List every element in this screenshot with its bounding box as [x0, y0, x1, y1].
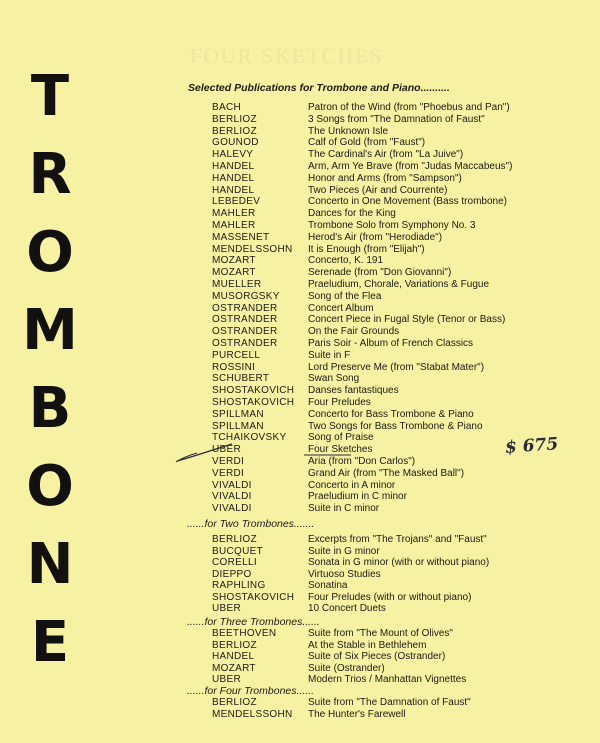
work-title: Herod's Air (from "Herodiade")	[308, 231, 443, 243]
vertical-letter: E	[30, 610, 70, 675]
work-title: Song of the Flea	[308, 290, 382, 302]
work-title: Paris Soir - Album of French Classics	[308, 338, 474, 349]
work-title: Two Songs for Bass Trombone & Piano	[308, 420, 483, 432]
composer-name: BERLIOZ	[212, 534, 257, 545]
composer-name: MENDELSSOHN	[212, 243, 293, 255]
work-title: Suite in C minor	[308, 503, 380, 515]
composer-name: OSTRANDER	[212, 326, 278, 338]
composer-name: CORELLI	[212, 557, 257, 568]
vertical-letter: O	[26, 220, 74, 285]
composer-name: SHOSTAKOVICH	[212, 397, 295, 408]
work-title: The Cardinal's Air (from "La Juive")	[308, 149, 464, 161]
composer-name: ROSSINI	[212, 361, 256, 373]
composer-name: RAPHLING	[212, 580, 266, 591]
background-heading: FOUR SKETCHES	[190, 44, 384, 68]
composer-name: SPILLMAN	[212, 408, 264, 420]
composer-name: SHOSTAKOVICH	[212, 591, 295, 603]
composer-name: UBER	[212, 603, 241, 614]
work-title: Lord Preserve Me (from "Stabat Mater")	[308, 361, 485, 373]
work-title: Praeludium in C minor	[308, 491, 407, 503]
work-title: 3 Songs from "The Damnation of Faust"	[308, 113, 485, 125]
work-title: Sonatina	[308, 580, 348, 591]
work-title: Aria (from "Don Carlos")	[308, 456, 416, 467]
work-title: Four Preludes	[308, 397, 371, 408]
composer-name: VERDI	[212, 456, 245, 467]
composer-name: OSTRANDER	[212, 302, 278, 314]
composer-name: BERLIOZ	[212, 125, 257, 137]
work-title: The Hunter's Farewell	[308, 709, 406, 720]
work-title: Song of Praise	[308, 432, 374, 444]
vertical-title	[18, 58, 82, 682]
work-title: Swan Song	[308, 373, 360, 385]
four-trombones-heading: ......for Four Trombones......	[187, 685, 315, 697]
composer-name: HANDEL	[212, 161, 255, 172]
composer-name: MOZART	[212, 662, 256, 674]
pen-check-mark	[176, 453, 197, 462]
work-title: Suite from "The Damnation of Faust"	[308, 697, 471, 708]
composer-name: SCHUBERT	[212, 373, 270, 385]
composer-name: HANDEL	[212, 172, 255, 184]
work-title: Suite in G minor	[308, 545, 380, 557]
vertical-letter: B	[28, 376, 72, 441]
handwritten-price: $ 675	[504, 434, 559, 458]
composer-name: MENDELSSOHN	[212, 709, 293, 720]
composer-name: SPILLMAN	[212, 420, 264, 432]
composer-name: MOZART	[212, 255, 256, 267]
vertical-letter: O	[26, 454, 74, 519]
work-title: Concerto, K. 191	[308, 255, 384, 267]
work-title: On the Fair Grounds	[308, 326, 400, 338]
composer-name: BERLIOZ	[212, 113, 257, 125]
two-trombones-heading: ......for Two Trombones.......	[187, 518, 315, 530]
composer-name: BEETHOVEN	[212, 628, 277, 639]
work-title: The Unknown Isle	[308, 125, 389, 137]
composer-name: GOUNOD	[212, 137, 259, 149]
vertical-letter: M	[22, 298, 78, 363]
work-title: Concerto for Bass Trombone & Piano	[308, 408, 474, 420]
work-title: Arm, Arm Ye Brave (from "Judas Maccabeus")	[308, 161, 513, 172]
work-title: Suite from "The Mount of Olives"	[308, 628, 453, 639]
vertical-letter: R	[28, 142, 72, 207]
work-title: Praeludium, Chorale, Variations & Fugue	[308, 279, 490, 290]
work-title: Suite (Ostrander)	[308, 662, 385, 674]
composer-name: MAHLER	[212, 220, 256, 231]
composer-name: MUSORGSKY	[212, 290, 280, 302]
work-title: Danses fantastiques	[308, 385, 399, 397]
composer-name: VIVALDI	[212, 479, 252, 491]
work-title: Excerpts from "The Trojans" and "Faust"	[308, 534, 487, 545]
work-title: Modern Trios / Manhattan Vignettes	[308, 674, 467, 685]
composer-name: BACH	[212, 102, 241, 113]
composer-name: TCHAIKOVSKY	[212, 432, 287, 444]
composer-name: MAHLER	[212, 208, 256, 220]
composer-name: PURCELL	[212, 349, 261, 361]
work-title: Suite in F	[308, 349, 351, 361]
composer-name: VIVALDI	[212, 503, 252, 515]
work-title: 10 Concert Duets	[308, 603, 386, 614]
work-title: Four Preludes (with or without piano)	[308, 591, 472, 603]
work-title: Concert Piece in Fugal Style (Tenor or Bass)	[308, 314, 506, 326]
work-title: Sonata in G minor (with or without piano)	[308, 557, 490, 568]
composer-name: BERLIOZ	[212, 697, 257, 708]
composer-name: UBER	[212, 444, 241, 456]
work-title: Calf of Gold (from "Faust")	[308, 137, 426, 149]
work-title: Dances for the King	[308, 208, 396, 220]
work-title: Concert Album	[308, 302, 374, 314]
composer-name: MUELLER	[212, 279, 262, 290]
work-title: Grand Air (from "The Masked Ball")	[308, 467, 465, 479]
work-title: Trombone Solo from Symphony No. 3	[308, 220, 476, 231]
work-title: It is Enough (from "Elijah")	[308, 243, 425, 255]
composer-name: HANDEL	[212, 184, 255, 196]
three-trombones-heading: ......for Three Trombones......	[187, 616, 320, 628]
work-title: Suite of Six Pieces (Ostrander)	[308, 651, 446, 662]
vertical-letter: T	[30, 64, 70, 129]
composer-name: OSTRANDER	[212, 338, 278, 349]
composer-name: MASSENET	[212, 231, 270, 243]
composer-name: OSTRANDER	[212, 314, 278, 326]
composer-name: SHOSTAKOVICH	[212, 385, 295, 397]
work-title: Serenade (from "Don Giovanni")	[308, 267, 452, 279]
composer-name: UBER	[212, 674, 241, 685]
composer-name: DIEPPO	[212, 568, 252, 580]
work-title: Four Sketches	[308, 444, 373, 456]
composer-name: MOZART	[212, 267, 256, 279]
composer-name: LEBEDEV	[212, 196, 261, 208]
composer-name: HALEVY	[212, 149, 254, 161]
work-title: Virtuoso Studies	[308, 568, 381, 580]
work-title: Patron of the Wind (from "Phoebus and Pan")	[308, 102, 510, 113]
work-title: Honor and Arms (from "Sampson")	[308, 172, 462, 184]
work-title: At the Stable in Bethlehem	[308, 639, 427, 651]
composer-name: BERLIOZ	[212, 639, 257, 651]
work-title: Concerto in A minor	[308, 479, 396, 491]
work-title: Concerto in One Movement (Bass trombone)	[308, 196, 507, 208]
composer-name: VIVALDI	[212, 491, 252, 503]
composer-name: VERDI	[212, 467, 245, 479]
work-title: Two Pieces (Air and Courrente)	[308, 184, 448, 196]
composer-name: HANDEL	[212, 651, 255, 662]
composer-name: BUCQUET	[212, 545, 263, 557]
publications-heading: Selected Publications for Trombone and Piano..........	[188, 82, 450, 94]
vertical-letter: N	[26, 532, 74, 597]
